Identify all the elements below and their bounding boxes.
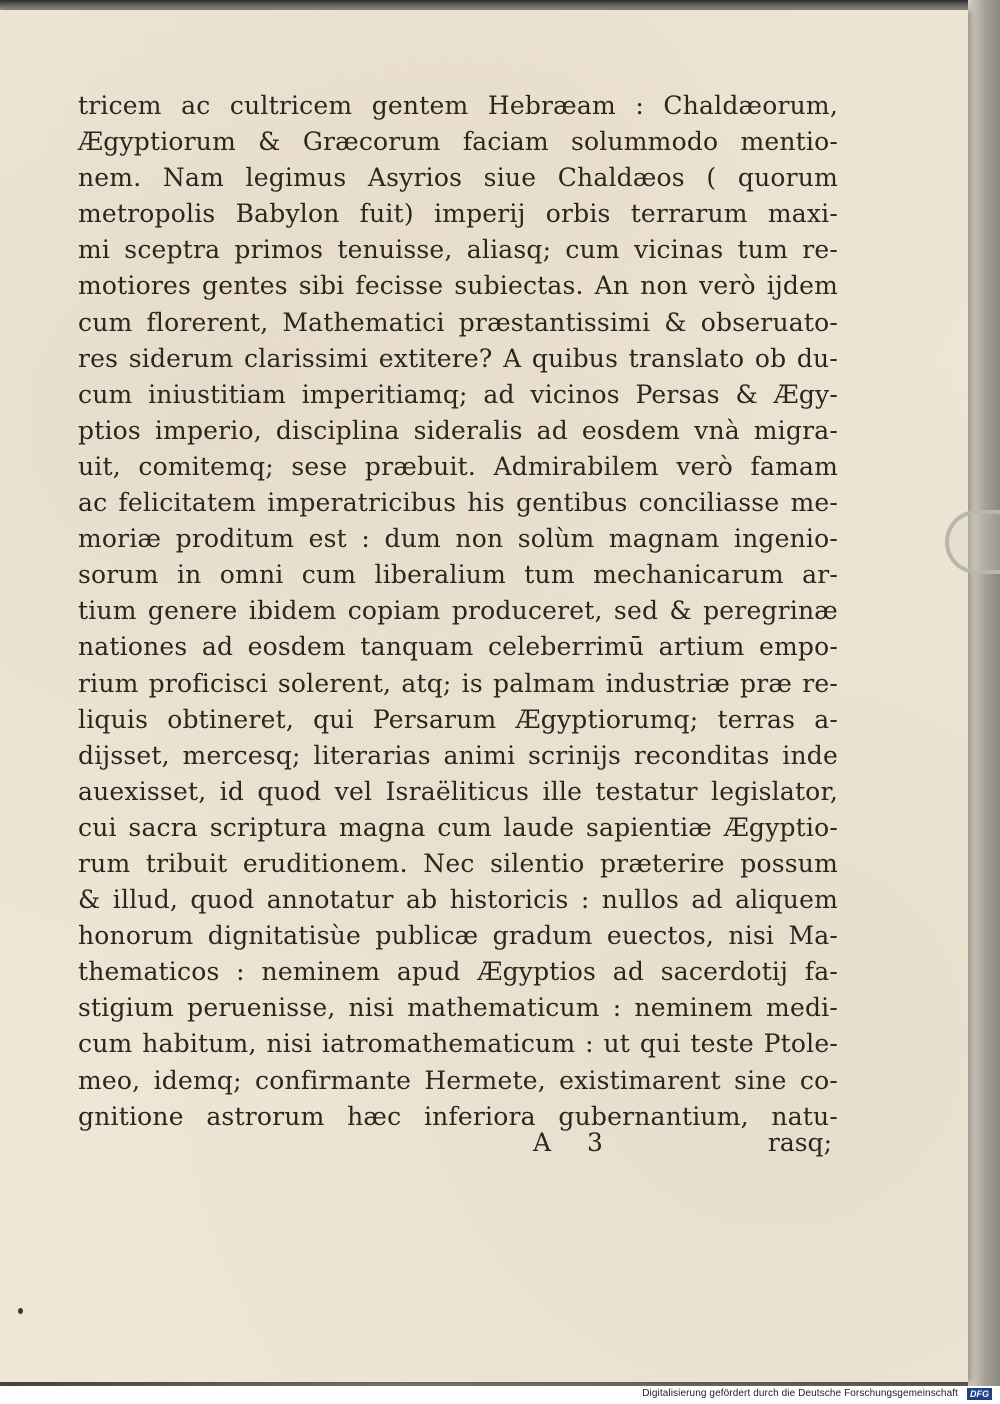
body-text [78,88,838,1135]
text-line-28: meo, idemq; confirmante Hermete, existimarent sine co- [78,1065,838,1095]
dfg-logo: DFG [967,1388,992,1400]
text-line-22: rum tribuit eruditionem. Nec silentio præterire possum [78,848,838,878]
text-line-2: Ægyptiorum & Græcorum faciam solummodo mentio- [78,127,838,157]
text-line-13: moriæ proditum est : dum non solùm magnam ingenio- [78,524,838,554]
text-line-4: metropolis Babylon fuit) imperij orbis terrarum maxi- [78,199,838,229]
text-line-29: gnitione astrorum hæc inferiora gubernantium, natu- [78,1101,838,1131]
text-line-20: auexisset, id quod vel Israëliticus ille testatur legislator, [78,776,838,806]
page-right-edge [968,0,1000,1390]
text-line-17: rium proficisci solerent, atq; is palmam industriæ præ re- [78,668,838,698]
text-line-7: cum florerent, Mathematici præstantissimi & obseruato- [78,307,838,337]
catchword: rasq; [767,1128,832,1157]
text-line-12: ac felicitatem imperatricibus his gentibus conciliasse me- [78,488,838,518]
text-line-27: cum habitum, nisi iatromathematicum : ut qui teste Ptole- [78,1029,838,1059]
text-line-5: mi sceptra primos tenuisse, aliasq; cum vicinas tum re- [78,235,838,265]
text-line-1: tricem ac cultricem gentem Hebræam : Chaldæorum, [78,91,838,120]
text-line-24: honorum dignitatisùe publicæ gradum euectos, nisi Ma- [78,921,838,951]
text-line-16: nationes ad eosdem tanquam celeberrimū artium empo- [78,632,838,662]
text-line-26: stigium peruenisse, nisi mathematicum : neminem medi- [78,993,838,1023]
text-line-18: liquis obtineret, qui Persarum Ægyptiorumq; terras a- [78,704,838,734]
text-line-3: nem. Nam legimus Asyrios siue Chaldæos ( quorum [78,163,838,193]
text-line-9: cum iniustitiam imperitiamq; ad vicinos Persas & Ægy- [78,379,838,409]
text-line-14: sorum in omni cum liberalium tum mechanicarum ar- [78,560,838,590]
text-line-11: uit, comitemq; sese præbuit. Admirabilem verò famam [78,451,838,481]
signature-mark: A 3 [533,1128,617,1157]
text-line-10: ptios imperio, disciplina sideralis ad eosdem vnà migra- [78,415,838,445]
text-line-6: motiores gentes sibi fecisse subiectas. An non verò ijdem [78,271,838,301]
text-line-19: dijsset, mercesq; literarias animi scrinijs reconditas inde [78,740,838,770]
funding-credit: Digitalisierung gefördert durch die Deutsche Forschungsgemeinschaft [642,1388,958,1399]
text-line-21: cui sacra scriptura magna cum laude sapientiæ Ægyptio- [78,812,838,842]
text-line-8: res siderum clarissimi extitere? A quibus translato ob du- [78,343,838,373]
text-line-15: tium genere ibidem copiam produceret, sed & peregrinæ [78,596,838,626]
text-line-23: & illud, quod annotatur ab historicis : nullos ad aliquem [78,885,838,915]
page-foot [78,1128,838,1164]
page-clip [945,510,1000,574]
text-line-25: thematicos : neminem apud Ægyptios ad sacerdotij fa- [78,957,838,987]
ink-speck [18,1308,23,1314]
